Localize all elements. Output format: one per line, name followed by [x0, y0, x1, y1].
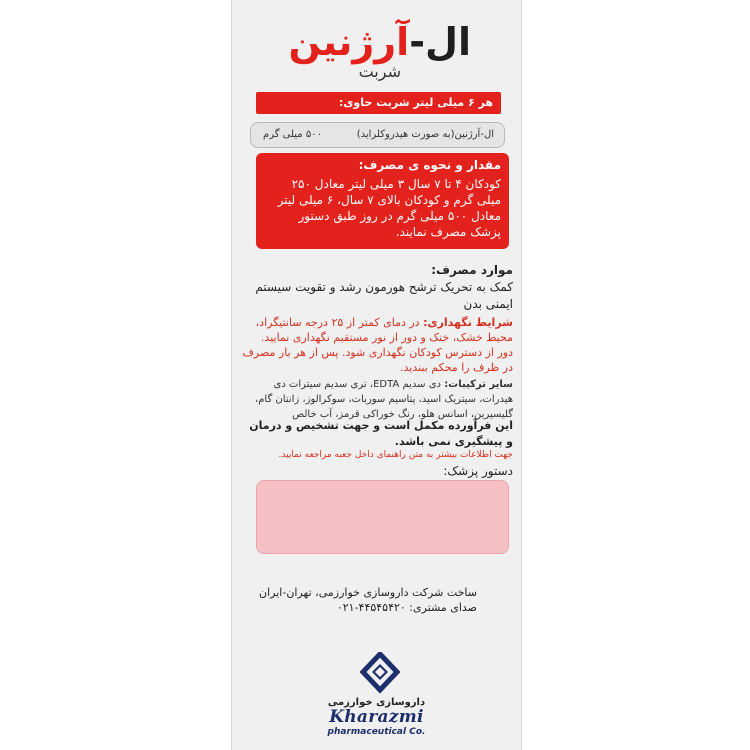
- ingredient-name: ال-آرژنین(به صورت هیدروکلراید): [356, 129, 494, 140]
- kharazmi-logo-icon: [360, 652, 400, 696]
- brand-english-name: Kharazmi: [329, 707, 424, 727]
- indications-text: کمک به تحریک ترشح هورمون رشد و تقویت سیستم ایمنی بدن: [255, 280, 513, 311]
- other-ingredients-label: سایر ترکیبات:: [444, 379, 513, 390]
- other-ingredients-text: دی سدیم EDTA، تری سدیم سیترات دی هیدرات، سیتریک اسید، پتاسیم سوربات، سوکرالوز، زانتان گام، گلیسیرین، اسانس هلو، رنگ خوراکی قرمز، آب خالص: [255, 379, 513, 420]
- storage-label: شرایط نگهداری:: [423, 316, 513, 329]
- customer-phone: صدای مشتری: ۴۴۵۴۵۴۲۰-۰۲۱: [336, 601, 477, 614]
- product-title-name: آرژنین: [288, 20, 410, 64]
- dose-header-bar: هر ۶ میلی لیتر شربت حاوی:: [256, 92, 501, 114]
- indications-section: [242, 262, 513, 313]
- usage-text: کودکان ۴ تا ۷ سال ۳ میلی لیتر معادل ۲۵۰ میلی گرم و کودکان بالای ۷ سال، ۶ میلی لیتر معادل ۵۰۰ میلی گرم در روز طبق دستور پزشک مصرف نمایند.: [277, 177, 501, 239]
- usage-box: [256, 153, 509, 249]
- indications-heading: موارد مصرف:: [431, 263, 513, 277]
- brand-persian-name: داروسازی خوارزمی: [327, 697, 426, 708]
- manufacturer-text: ساخت شرکت داروسازی خوارزمی، تهران-ایران: [259, 586, 477, 599]
- package-panel: [231, 0, 522, 750]
- usage-heading: مقدار و نحوه ی مصرف:: [358, 158, 501, 172]
- ingredient-amount: ۵۰۰ میلی گرم: [263, 129, 322, 140]
- storage-text: در دمای کمتر از ۲۵ درجه سانتیگراد، محیط خشک، خنک و دور از نور مستقیم نگهداری نمایید. دور از دسترس کودکان نگهداری شود. پس از هر بار مصرف در ظرف را محکم ببندید.: [242, 316, 513, 374]
- ingredient-row: [250, 122, 505, 148]
- brand-english-subtitle: pharmaceutical Co.: [327, 727, 426, 737]
- storage-section: [242, 315, 513, 375]
- product-form: شربت: [358, 62, 401, 81]
- prescription-box: [256, 480, 509, 554]
- product-title-prefix: ال-: [409, 20, 471, 64]
- supplement-note: این فرآورده مکمل است و جهت تشخیص و درمان و پیشگیری نمی باشد.: [249, 419, 513, 448]
- prescription-label: دستور پزشک:: [443, 464, 513, 478]
- product-title: [288, 20, 471, 64]
- leaflet-note: جهت اطلاعات بیشتر به متن راهنمای داخل جعبه مراجعه نمایید.: [278, 450, 513, 460]
- other-ingredients-section: [240, 377, 513, 422]
